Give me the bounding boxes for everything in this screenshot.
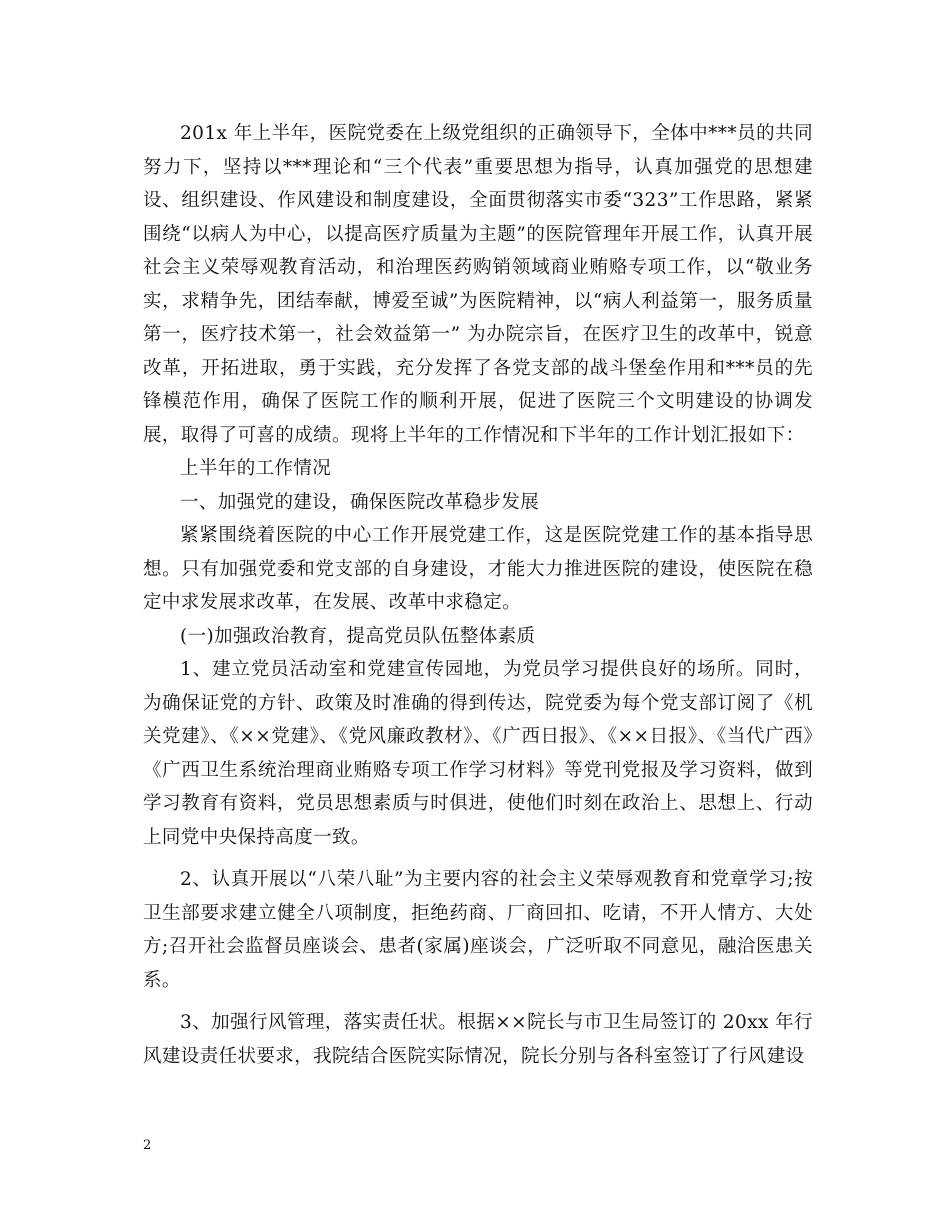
item-2-paragraph: 2、认真开展以“八荣八耻”为主要内容的社会主义荣辱观教育和党章学习;按卫生部要求建立健全八项制度，拒绝药商、厂商回扣、吃请，不开人情方、大处方;召开社会监督员座谈会、患者(家属)座谈会，广泛听取不同意见，融洽医患关系。 — [143, 869, 813, 991]
subsection-heading-political-education: (一)加强政治教育，提高党员队伍整体素质 — [180, 625, 536, 647]
section-heading-first-half: 上半年的工作情况 — [180, 458, 332, 479]
page-number: 2 — [143, 1138, 152, 1153]
party-building-paragraph: 紧紧围绕着医院的中心工作开展党建工作，这是医院党建工作的基本指导思想。只有加强党委和党支部的自身建设，才能大力推进医院的建设，使医院在稳定中求发展求改革，在发展、改革中求稳定。 — [143, 525, 813, 613]
item-1-paragraph: 1、建立党员活动室和党建宣传园地，为党员学习提供良好的场所。同时，为确保证党的方针、政策及时准确的得到传达，院党委为每个党支部订阅了《机关党建》、《××党建》、《党风廉政教材》、《广西日报》、《××日报》、《当代广西》《广西卫生系统治理商业贿赂专项工作学习材料》等党刊党报及学习资料，做到学习教育有资料，党员思想素质与时俱进，使他们时刻在政治上、思想上、行动上同党中央保持高度一致。 — [143, 659, 813, 848]
section-heading-party-building: 一、加强党的建设，确保医院改革稳步发展 — [180, 491, 540, 513]
intro-paragraph: 201x 年上半年，医院党委在上级党组织的正确领导下，全体中***员的共同努力下，坚持以***理论和“三个代表”重要思想为指导，认真加强党的思想建设、组织建设、作风建设和制度建设，全面贯彻落实市委“323”工作思路，紧紧围绕“以病人为中心，以提高医疗质量为主题”的医院管理年开展工作，认真开展社会主义荣辱观教育活动，和治理医药购销领域商业贿赂专项工作，以“敬业务实，求精争先，团结奉献，博爱至诚”为医院精神，以“病人利益第一，服务质量第一，医疗技术第一，社会效益第一” 为办院宗旨，在医疗卫生的改革中，锐意改革，开拓进取，勇于实践，充分发挥了各党支部的战斗堡垒作用和***员的先锋模范作用，确保了医院工作的顺利开展，促进了医院三个文明建设的协调发展，取得了可喜的成绩。现将上半年的工作情况和下半年的工作计划汇报如下： — [143, 123, 813, 446]
item-3-paragraph: 3、加强行风管理，落实责任状。根据××院长与市卫生局签订的 20xx 年行风建设责任状要求，我院结合医院实际情况，院长分别与各科室签订了行风建设 — [143, 1012, 813, 1067]
document-body — [143, 117, 813, 1073]
